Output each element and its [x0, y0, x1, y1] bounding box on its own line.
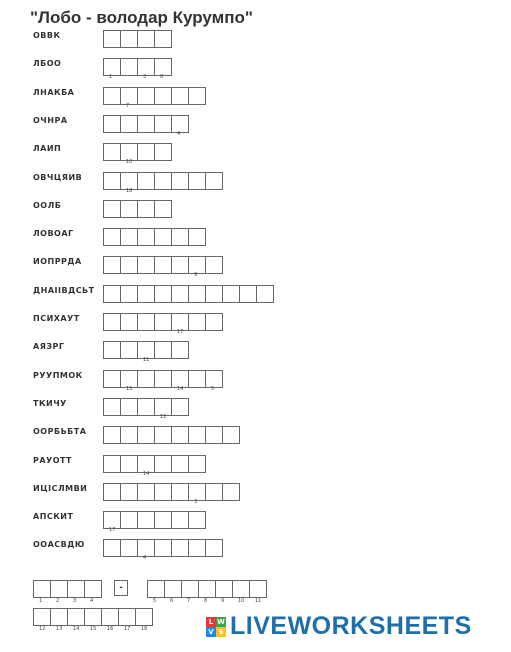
letter-cell[interactable] — [171, 455, 189, 473]
letter-cell[interactable] — [154, 341, 172, 359]
letter-cell[interactable] — [256, 285, 274, 303]
liveworksheets-icon — [206, 617, 226, 637]
letter-cell[interactable] — [171, 426, 189, 444]
answer-boxes — [103, 455, 205, 473]
letter-index-number: 17 — [109, 527, 116, 534]
letter-cell[interactable] — [120, 200, 138, 218]
letter-cell[interactable] — [120, 285, 138, 303]
letter-cell[interactable] — [137, 200, 155, 218]
final-letter-cell[interactable] — [84, 608, 102, 632]
final-letter-cell[interactable] — [84, 580, 102, 604]
letter-cell[interactable] — [171, 87, 189, 105]
final-letter-cell[interactable] — [232, 580, 250, 604]
final-letter-cell[interactable] — [135, 608, 153, 632]
letter-cell[interactable] — [171, 285, 189, 303]
letter-cell[interactable] — [103, 228, 121, 246]
answer-boxes — [103, 115, 188, 133]
final-letter-cell[interactable] — [215, 580, 233, 604]
letter-cell[interactable] — [171, 483, 189, 501]
scrambled-word: ЛАИП — [33, 144, 62, 154]
answer-boxes — [103, 228, 205, 246]
letter-cell[interactable] — [120, 58, 138, 76]
letter-cell[interactable] — [154, 539, 172, 557]
liveworksheets-logo — [206, 612, 472, 641]
final-letter-number: 3 — [73, 598, 77, 604]
letter-cell[interactable] — [103, 455, 121, 473]
letter-cell[interactable] — [171, 172, 189, 190]
letter-cell[interactable] — [103, 143, 121, 161]
letter-cell[interactable] — [103, 115, 121, 133]
letter-cell[interactable] — [222, 483, 240, 501]
logo-icon-tile: W — [217, 617, 225, 626]
letter-cell[interactable] — [239, 285, 257, 303]
letter-index-number: 4 — [177, 130, 181, 137]
letter-cell[interactable] — [120, 30, 138, 48]
letter-cell[interactable] — [188, 87, 206, 105]
final-letter-number: 12 — [39, 626, 46, 632]
letter-cell[interactable] — [103, 313, 121, 331]
final-letter-cell[interactable] — [67, 608, 85, 632]
letter-cell[interactable] — [120, 398, 138, 416]
letter-cell[interactable] — [171, 398, 189, 416]
letter-index-number: 8 — [160, 74, 164, 81]
scrambled-word: ИОПРРДА — [33, 257, 82, 267]
logo-text: LIVEWORKSHEETS — [230, 612, 472, 640]
scrambled-word: ДНАІІВДСЬТ — [33, 285, 95, 295]
letter-index-number: 5 — [211, 385, 215, 392]
letter-cell[interactable] — [205, 483, 223, 501]
letter-cell[interactable] — [222, 285, 240, 303]
final-letter-number: 4 — [90, 598, 94, 604]
scrambled-word: ОВВК — [33, 31, 61, 40]
answer-boxes — [103, 313, 222, 331]
letter-cell[interactable] — [103, 30, 121, 48]
letter-cell[interactable] — [137, 285, 155, 303]
letter-cell[interactable] — [154, 87, 172, 105]
final-answer-part3 — [33, 608, 152, 632]
letter-cell[interactable] — [188, 511, 206, 529]
letter-cell[interactable] — [120, 313, 138, 331]
final-letter-number: 15 — [90, 626, 97, 632]
letter-cell[interactable] — [154, 228, 172, 246]
letter-cell[interactable] — [137, 426, 155, 444]
scrambled-word: ИЦІСЛМВИ — [33, 483, 88, 493]
letter-cell[interactable] — [188, 539, 206, 557]
final-letter-number: 17 — [124, 626, 131, 632]
hyphen-box: - — [114, 580, 128, 596]
scrambled-word: ОЧНРА — [33, 115, 68, 125]
scrambled-word: РАУОТТ — [33, 455, 72, 465]
letter-cell[interactable] — [154, 143, 172, 161]
letter-cell[interactable] — [171, 341, 189, 359]
letter-cell[interactable] — [137, 313, 155, 331]
letter-index-number: 7 — [126, 102, 130, 109]
final-letter-number: 1 — [39, 598, 43, 604]
letter-cell[interactable] — [103, 256, 121, 274]
letter-cell[interactable] — [154, 483, 172, 501]
letter-cell[interactable] — [103, 285, 121, 303]
letter-index-number: 17 — [177, 329, 184, 335]
final-letter-number: 16 — [107, 626, 114, 632]
letter-index-number: 18 — [126, 187, 133, 194]
letter-cell[interactable] — [171, 228, 189, 246]
answer-boxes — [103, 256, 222, 274]
letter-index-number: 1 — [109, 74, 113, 81]
answer-boxes — [103, 426, 239, 444]
worksheet-title: "Лобо - володар Курумпо" — [30, 8, 253, 27]
final-letter-cell[interactable] — [50, 580, 68, 604]
letter-cell[interactable] — [205, 285, 223, 303]
final-answer-part2 — [147, 580, 266, 604]
letter-cell[interactable] — [205, 172, 223, 190]
letter-cell[interactable] — [120, 455, 138, 473]
letter-cell[interactable] — [120, 256, 138, 274]
letter-index-number: 14 — [177, 385, 184, 392]
letter-cell[interactable] — [120, 539, 138, 557]
letter-cell[interactable] — [205, 426, 223, 444]
final-letter-cell[interactable] — [33, 580, 51, 604]
answer-boxes — [103, 30, 171, 48]
answer-boxes — [103, 172, 222, 190]
final-letter-cell[interactable] — [147, 580, 165, 604]
letter-index-number: 11 — [143, 357, 150, 364]
letter-cell[interactable] — [103, 200, 121, 218]
letter-cell[interactable] — [103, 370, 121, 388]
final-letter-cell[interactable] — [181, 580, 199, 604]
scrambled-word: ООАСВДЮ — [33, 540, 85, 550]
letter-cell[interactable] — [154, 426, 172, 444]
letter-cell[interactable] — [103, 172, 121, 190]
letter-cell[interactable] — [103, 341, 121, 359]
letter-cell[interactable] — [154, 256, 172, 274]
scrambled-word: ООЛБ — [33, 200, 62, 210]
letter-cell[interactable] — [137, 398, 155, 416]
letter-cell[interactable] — [120, 115, 138, 133]
letter-cell[interactable] — [137, 256, 155, 274]
letter-cell[interactable] — [103, 483, 121, 501]
scrambled-word: ТКИЧУ — [33, 398, 67, 408]
scrambled-word: РУУПМОК — [33, 370, 83, 380]
final-letter-number: 10 — [238, 598, 245, 604]
letter-cell[interactable] — [205, 539, 223, 557]
answer-boxes — [103, 370, 222, 388]
letter-index-number: 12 — [160, 413, 167, 420]
letter-index-number: 10 — [126, 159, 133, 166]
letter-cell[interactable] — [222, 426, 240, 444]
letter-cell[interactable] — [120, 426, 138, 444]
letter-cell[interactable] — [137, 370, 155, 388]
letter-cell[interactable] — [188, 228, 206, 246]
letter-cell[interactable] — [103, 87, 121, 105]
letter-cell[interactable] — [137, 511, 155, 529]
final-letter-cell[interactable] — [101, 608, 119, 632]
letter-cell[interactable] — [137, 483, 155, 501]
letter-cell[interactable] — [120, 228, 138, 246]
letter-cell[interactable] — [103, 398, 121, 416]
scrambled-word: ООРБЬБТА — [33, 427, 87, 437]
letter-cell[interactable] — [188, 172, 206, 190]
letter-cell[interactable] — [137, 172, 155, 190]
letter-cell[interactable] — [137, 87, 155, 105]
letter-cell[interactable] — [137, 30, 155, 48]
letter-cell[interactable] — [188, 370, 206, 388]
letter-index-number: 15 — [126, 385, 133, 392]
letter-cell[interactable] — [154, 30, 172, 48]
answer-boxes — [103, 143, 171, 161]
answer-boxes — [103, 483, 239, 501]
letter-index-number: 3 — [143, 74, 147, 81]
letter-cell[interactable] — [154, 370, 172, 388]
answer-boxes — [103, 539, 222, 557]
letter-cell[interactable] — [171, 539, 189, 557]
scrambled-word: ЛБОО — [33, 59, 62, 69]
letter-cell[interactable] — [205, 256, 223, 274]
final-letter-number: 11 — [255, 598, 262, 604]
answer-boxes — [103, 285, 273, 303]
letter-index-number: 14 — [143, 470, 150, 477]
scrambled-word: ЛОВОАГ — [33, 229, 74, 239]
final-letter-number: 6 — [170, 598, 174, 604]
letter-cell[interactable] — [103, 539, 121, 557]
letter-cell[interactable] — [188, 313, 206, 331]
answer-boxes — [103, 398, 188, 416]
letter-cell[interactable] — [171, 511, 189, 529]
final-letter-number: 5 — [153, 598, 157, 604]
final-letter-number: 7 — [187, 598, 191, 604]
final-letter-number: 18 — [141, 626, 148, 632]
final-letter-number: 9 — [221, 598, 225, 604]
final-letter-number: 14 — [73, 626, 80, 632]
logo-icon-tile: S — [216, 627, 226, 637]
letter-cell[interactable] — [154, 455, 172, 473]
final-letter-number: 8 — [204, 598, 208, 604]
letter-cell[interactable] — [188, 426, 206, 444]
final-letter-cell[interactable] — [67, 580, 85, 604]
letter-cell[interactable] — [205, 313, 223, 331]
scrambled-word: ОВЧЦЯИВ — [33, 172, 83, 182]
answer-boxes — [103, 200, 171, 218]
final-letter-cell[interactable] — [198, 580, 216, 604]
scrambled-word: ЛНАКБА — [33, 87, 75, 97]
final-letter-cell[interactable] — [164, 580, 182, 604]
letter-cell[interactable] — [188, 285, 206, 303]
final-letter-cell[interactable] — [33, 608, 51, 632]
final-letter-cell[interactable] — [50, 608, 68, 632]
letter-cell[interactable] — [171, 256, 189, 274]
letter-index-number: 4 — [143, 555, 147, 562]
letter-cell[interactable] — [120, 341, 138, 359]
final-letter-number: 13 — [56, 626, 63, 632]
letter-cell[interactable] — [120, 511, 138, 529]
letter-cell[interactable] — [120, 483, 138, 501]
answer-boxes — [103, 87, 205, 105]
final-answer-part1 — [33, 580, 101, 604]
scrambled-word: ПСИХАУТ — [33, 314, 80, 323]
final-letter-cell[interactable] — [249, 580, 267, 604]
letter-cell[interactable] — [188, 455, 206, 473]
letter-cell[interactable] — [154, 511, 172, 529]
letter-cell[interactable] — [154, 172, 172, 190]
final-letter-number: 2 — [56, 598, 60, 604]
letter-cell[interactable] — [154, 115, 172, 133]
letter-cell[interactable] — [137, 143, 155, 161]
letter-cell[interactable] — [154, 313, 172, 331]
final-letter-cell[interactable] — [118, 608, 136, 632]
letter-cell[interactable] — [137, 115, 155, 133]
letter-cell[interactable] — [154, 285, 172, 303]
logo-icon-tile: V — [206, 627, 216, 637]
answer-boxes — [103, 511, 205, 529]
letter-index-number: 9 — [194, 272, 198, 279]
letter-cell[interactable] — [154, 200, 172, 218]
scrambled-word: АПСКИТ — [33, 512, 74, 522]
letter-cell[interactable] — [103, 426, 121, 444]
letter-cell[interactable] — [137, 228, 155, 246]
letter-index-number: 3 — [194, 498, 198, 505]
scrambled-word: АЯЗРГ — [33, 342, 65, 352]
logo-icon-tile: L — [206, 617, 216, 627]
